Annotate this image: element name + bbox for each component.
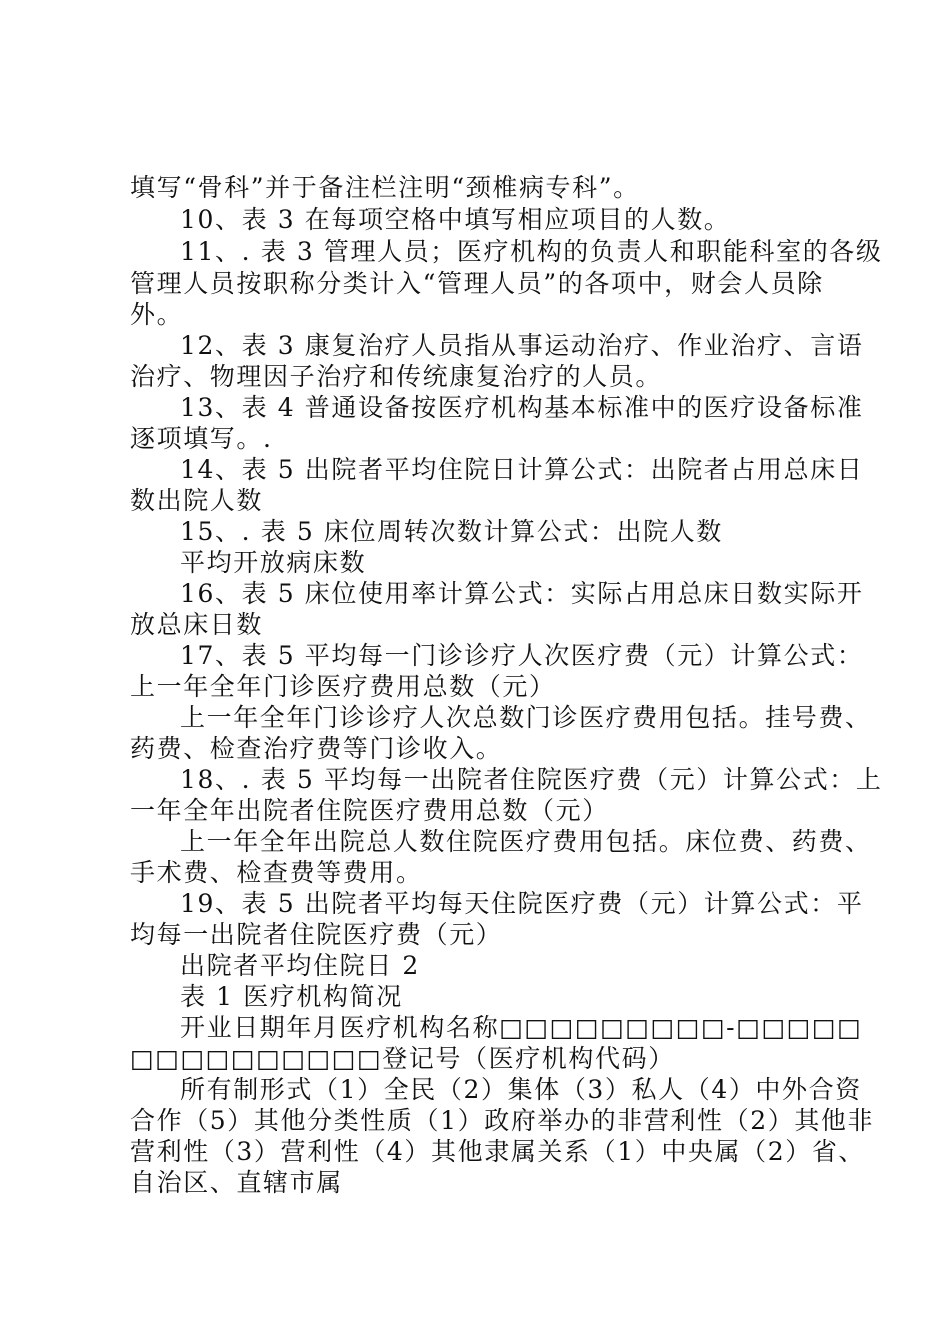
text-line: 放总床日数 bbox=[130, 610, 264, 639]
text-line: 逐项填写。. bbox=[130, 424, 273, 453]
text-line: 10、表 3 在每项空格中填写相应项目的人数。 bbox=[180, 205, 731, 234]
text-line: 15、. 表 5 床位周转次数计算公式：出院人数 bbox=[180, 517, 723, 546]
text-line: 手术费、检查费等费用。 bbox=[130, 858, 423, 887]
text-line: 营利性（3）营利性（4）其他隶属关系（1）中央属（2）省、 bbox=[130, 1137, 866, 1166]
text-line: 出院者平均住院日 2 bbox=[180, 951, 420, 980]
text-line: 11、. 表 3 管理人员；医疗机构的负责人和职能科室的各级 bbox=[180, 237, 883, 266]
text-line: 所有制形式（1）全民（2）集体（3）私人（4）中外合资 bbox=[180, 1075, 862, 1104]
text-line: 表 1 医疗机构简况 bbox=[180, 982, 403, 1011]
text-line: 上一年全年门诊医疗费用总数（元） bbox=[130, 672, 556, 701]
text-line: 开业日期年月医疗机构名称□□□□□□□□□-□□□□□ bbox=[180, 1013, 863, 1042]
text-line: 13、表 4 普通设备按医疗机构基本标准中的医疗设备标准 bbox=[180, 393, 864, 422]
text-line: 数出院人数 bbox=[130, 486, 264, 515]
text-line: 上一年全年出院总人数住院医疗费用包括。床位费、药费、 bbox=[180, 827, 872, 856]
text-line: 均每一出院者住院医疗费（元） bbox=[130, 920, 503, 949]
text-line: 外。 bbox=[130, 300, 184, 329]
text-line: 17、表 5 平均每一门诊诊疗人次医疗费（元）计算公式： bbox=[180, 641, 864, 670]
text-line: 上一年全年门诊诊疗人次总数门诊医疗费用包括。挂号费、 bbox=[180, 703, 872, 732]
text-line: 14、表 5 出院者平均住院日计算公式：出院者占用总床日 bbox=[180, 455, 864, 484]
text-line: 12、表 3 康复治疗人员指从事运动治疗、作业治疗、言语 bbox=[180, 331, 864, 360]
text-line: 药费、检查治疗费等门诊收入。 bbox=[130, 734, 503, 763]
text-line: 填写“骨科”并于备注栏注明“颈椎病专科”。 bbox=[130, 173, 640, 202]
text-line: 一年全年出院者住院医疗费用总数（元） bbox=[130, 796, 609, 825]
text-line: 16、表 5 床位使用率计算公式：实际占用总床日数实际开 bbox=[180, 579, 864, 608]
text-line: □□□□□□□□□□登记号（医疗机构代码） bbox=[130, 1044, 675, 1073]
text-line: 19、表 5 出院者平均每天住院医疗费（元）计算公式：平 bbox=[180, 889, 864, 918]
text-line: 平均开放病床数 bbox=[180, 548, 367, 577]
text-line: 18、. 表 5 平均每一出院者住院医疗费（元）计算公式：上 bbox=[180, 765, 883, 794]
text-line: 自治区、直辖市属 bbox=[130, 1168, 343, 1197]
text-line: 管理人员按职称分类计入“管理人员”的各项中，财会人员除 bbox=[130, 269, 824, 298]
text-line: 治疗、物理因子治疗和传统康复治疗的人员。 bbox=[130, 362, 663, 391]
text-line: 合作（5）其他分类性质（1）政府举办的非营利性（2）其他非 bbox=[130, 1106, 875, 1135]
